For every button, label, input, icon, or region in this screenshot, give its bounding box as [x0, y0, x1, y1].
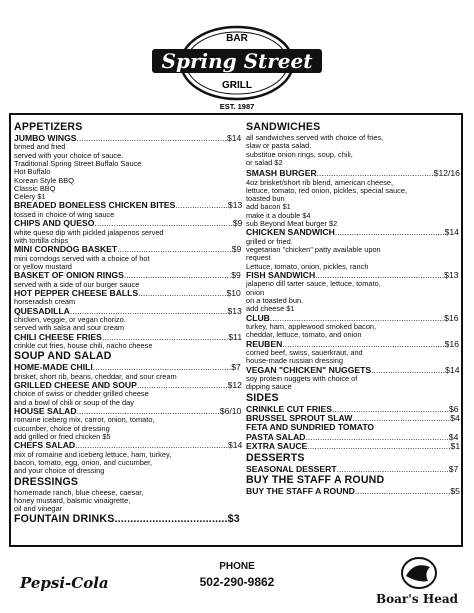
item-description: Korean Style BBQ: [14, 175, 74, 185]
menu-item-fountain-drinks: [14, 514, 242, 525]
item-description: all sandwiches served with choice of fries,: [246, 133, 384, 142]
menu-column-left: [14, 121, 242, 526]
price-leader-dots: ..................................................................: [69, 305, 228, 316]
item-name: EXTRA SAUCE: [246, 441, 308, 452]
price-leader-dots: ..........................................................: [92, 362, 232, 373]
item-name: MINI CORNDOG BASKET: [14, 244, 118, 255]
price-leader-dots: ...............................................................: [76, 133, 227, 143]
section-title-sandwiches: SANDWICHES: [246, 121, 321, 133]
item-description: jalapeno dill tarter sauce, lettuce, tomato,: [246, 279, 381, 289]
item-description: crinkle cut fries, house chili, nacho cheese: [14, 341, 153, 350]
menu-item-buy-the-staff-a-round: [246, 487, 460, 496]
item-price: $7: [448, 463, 459, 474]
item-description: onion: [246, 287, 265, 297]
item-name: VEGAN "CHICKEN" NUGGETS: [246, 364, 372, 375]
item-description: corned beef, swiss, sauerkraut, and: [246, 347, 363, 357]
price-leader-dots: ...............................................: [336, 463, 449, 474]
item-description: oil and vinegar: [14, 504, 63, 514]
section-title-buy-the-staff-a-round: BUY THE STAFF A ROUND: [246, 474, 385, 486]
logo-est-text: EST. 1987: [219, 102, 255, 111]
item-price: $16: [444, 312, 459, 323]
item-name: SEASONAL DESSERT: [246, 463, 337, 474]
price-leader-dots: .....................................................: [101, 331, 229, 342]
item-description: add grilled or fried chicken $5: [14, 432, 111, 441]
section-title-soup-and-salad: SOUP AND SALAD: [14, 350, 112, 363]
item-price: $13: [227, 305, 242, 316]
item-price: $13: [444, 269, 459, 280]
item-description: Celery $1: [14, 192, 46, 202]
item-name: CHEFS SALAD: [14, 440, 76, 451]
price-leader-dots: .................................................: [331, 403, 449, 414]
price-leader-dots: ............................................................: [307, 441, 451, 452]
phone-label: PHONE: [219, 561, 255, 572]
item-name: HOME-MADE CHILI: [14, 362, 93, 373]
item-description: bacon, tomato, egg, onion, and cucumber,: [14, 458, 153, 467]
item-description: sub Beyond Meat burger $2: [246, 219, 338, 229]
spring-street-logo: [150, 18, 324, 113]
item-name: BASKET OF ONION RINGS: [14, 270, 124, 281]
item-description: lettuce, tomato, red onion, pickles, special sauce,: [246, 185, 408, 195]
item-price: $14: [445, 364, 460, 375]
item-description: and a bowl of chili or soup of the day: [14, 397, 134, 407]
item-name: HOT PEPPER CHEESE BALLS: [14, 287, 139, 298]
section-title-desserts: DESSERTS: [246, 451, 305, 464]
item-price: $3: [227, 513, 240, 526]
item-description: or salad $2: [246, 157, 283, 167]
item-price: $12: [227, 380, 242, 390]
item-description: brined and fried: [14, 142, 66, 152]
phone-number: 502-290-9862: [199, 575, 275, 589]
item-name: FOUNTAIN DRINKS: [14, 513, 115, 526]
price-leader-dots: .................................................: [316, 168, 434, 179]
item-description: make it a double $4: [246, 210, 311, 220]
item-description: horseradish cream: [14, 297, 76, 307]
item-description: homemade ranch, blue cheese, caesar,: [14, 487, 144, 497]
section-title-sides: SIDES: [246, 391, 279, 404]
item-price: $14: [226, 133, 242, 143]
section-title-appetizers: APPETIZERS: [14, 121, 83, 133]
logo-grill-text: GRILL: [222, 80, 252, 91]
item-name: CHICKEN SANDWICH: [246, 227, 335, 238]
item-price: $13: [227, 200, 243, 211]
price-leader-dots: .....................................: [138, 287, 227, 298]
price-leader-dots: ......................................................: [315, 269, 445, 280]
item-description: mix of romaine and iceberg lettuce, ham, turkey,: [14, 449, 172, 459]
item-price: $12/16: [433, 168, 460, 179]
item-name: REUBEN: [246, 338, 283, 349]
pepsi-text: Pepsi-Cola: [20, 574, 109, 592]
price-leader-dots: .........................................................................: [269, 312, 445, 323]
item-name: QUESADILLA: [14, 305, 70, 316]
price-leader-dots: .........................................: [352, 412, 451, 423]
item-price: $4: [448, 431, 459, 442]
item-name: PASTA SALAD: [246, 431, 306, 442]
price-leader-dots: ..............................................: [334, 227, 445, 238]
item-price: $16: [444, 338, 459, 349]
item-price: $4: [450, 412, 460, 423]
item-description: toasted bun: [246, 194, 285, 204]
boars-head-logo: [372, 553, 462, 609]
item-description: Traditional Spring Street Buffalo Sauce: [14, 159, 142, 168]
item-description: with tortilla chips: [14, 235, 69, 245]
section-title-dressings: DRESSINGS: [14, 475, 79, 488]
logo-main-text: Spring Street: [161, 49, 313, 73]
item-price: $9: [231, 244, 242, 255]
item-description: served with your choice of sauce.: [14, 150, 124, 160]
item-name: SMASH BURGER: [246, 168, 317, 179]
item-description: tossed in choice of wing sauce: [14, 209, 115, 219]
item-description: turkey, ham, applewood smoked bacon,: [246, 321, 377, 331]
item-description: Classic BBQ: [14, 183, 56, 193]
item-price: $14: [227, 440, 243, 451]
menu-column-right: [246, 121, 460, 496]
item-description: Hot Buffalo: [14, 167, 51, 177]
price-leader-dots: ..........................................................: [94, 218, 233, 229]
item-name: CHIPS AND QUESO: [14, 218, 95, 229]
item-description: romaine iceberg mix, carrot, onion, tomato,: [14, 415, 155, 425]
item-description: chicken, veggie, or vegan chorizo.: [14, 315, 126, 324]
item-name: BRUSSEL SPROUT SLAW: [246, 412, 353, 423]
item-description: brisket, short rib, beans, cheddar, and sour cream: [14, 371, 177, 381]
item-description: on a toasted bun.: [246, 295, 304, 305]
item-description: 4oz brisket/short rib blend, american cheese,: [246, 177, 394, 187]
item-description: white queso dip with pickled jalapenos served: [14, 227, 164, 237]
item-description: honey mustard, balsmic vinaigrette,: [14, 495, 131, 505]
item-price: $14: [444, 227, 459, 238]
price-leader-dots: ............................................................: [76, 406, 220, 416]
item-description: add cheese $1: [246, 304, 295, 314]
item-price: $1: [450, 441, 461, 452]
item-price: $5: [450, 486, 460, 496]
item-name: BREADED BONELESS CHICKEN BITES: [14, 200, 176, 211]
item-name: FISH SANDWICH: [246, 269, 316, 280]
price-leader-dots: ................................................: [117, 244, 232, 255]
item-description: and your choice of dressing: [14, 466, 105, 476]
logo-bar-text: BAR: [226, 33, 248, 44]
item-name: CHILI CHEESE FRIES: [14, 331, 102, 342]
item-price: $9: [232, 218, 243, 229]
item-description: soy protein nuggets with choice of: [246, 373, 358, 383]
item-description: add bacon $1: [246, 202, 291, 212]
item-description: request: [246, 253, 271, 263]
item-description: mini corndogs served with a choice of hot: [14, 253, 150, 263]
item-description: slaw or pasta salad.: [246, 141, 312, 151]
item-name: FETA AND SUNDRIED TOMATO: [246, 422, 375, 433]
item-price: $6: [448, 403, 459, 414]
item-name: JUMBO WINGS: [14, 133, 77, 143]
item-description: grilled or fried.: [246, 236, 293, 246]
item-description: cucumber, choice of dressing: [14, 423, 110, 433]
item-description: served with a side of our burger sauce: [14, 279, 140, 289]
item-description: or yellow mustard: [14, 261, 72, 271]
item-description: dipping sauce: [246, 382, 292, 392]
item-name: HOUSE SALAD: [14, 406, 77, 416]
item-price: $9: [231, 270, 241, 281]
price-leader-dots: ........................................: [354, 486, 451, 496]
price-leader-dots: ......................: [175, 200, 228, 211]
item-description: choice of swiss or chedder grilled cheese: [14, 389, 149, 399]
boars-head-text: Boar's Head: [376, 592, 458, 606]
item-name: CLUB: [246, 312, 270, 323]
item-description: vegetarian "chicken" patty available upon: [246, 245, 381, 255]
item-description: cheddar, lettuce, tomato, and onion: [246, 330, 362, 340]
price-leader-dots: ....................................................................: [282, 338, 445, 349]
item-price: $6/10: [219, 406, 242, 416]
item-description: served with salsa and sour cream: [14, 323, 125, 333]
menu-frame: [9, 113, 463, 547]
item-description: substitue onion rings, soup, chili,: [246, 149, 353, 159]
price-leader-dots: ....................................: [114, 513, 228, 526]
item-description: house-made russian dressing: [246, 356, 343, 366]
item-price: $7: [231, 362, 241, 373]
item-name: CRINKLE CUT FRIES: [246, 403, 332, 414]
menu-item-seasonal-dessert: [246, 465, 460, 474]
item-description: Lettuce, tomato, onion, pickles, ranch: [246, 261, 369, 271]
menu-item-extra-sauce: [246, 442, 460, 451]
item-price: $10: [226, 287, 241, 298]
item-name: GRILLED CHEESE AND SOUP: [14, 380, 137, 390]
item-price: $11: [228, 331, 243, 342]
item-name: BUY THE STAFF A ROUND: [246, 486, 355, 496]
boar-head-icon: [406, 565, 430, 581]
price-leader-dots: .............................................: [123, 270, 232, 281]
price-leader-dots: ...............................: [371, 364, 446, 375]
price-leader-dots: ......................................: [136, 380, 228, 390]
price-leader-dots: ............................................................: [305, 431, 449, 442]
price-leader-dots: ................................................................: [75, 440, 228, 451]
